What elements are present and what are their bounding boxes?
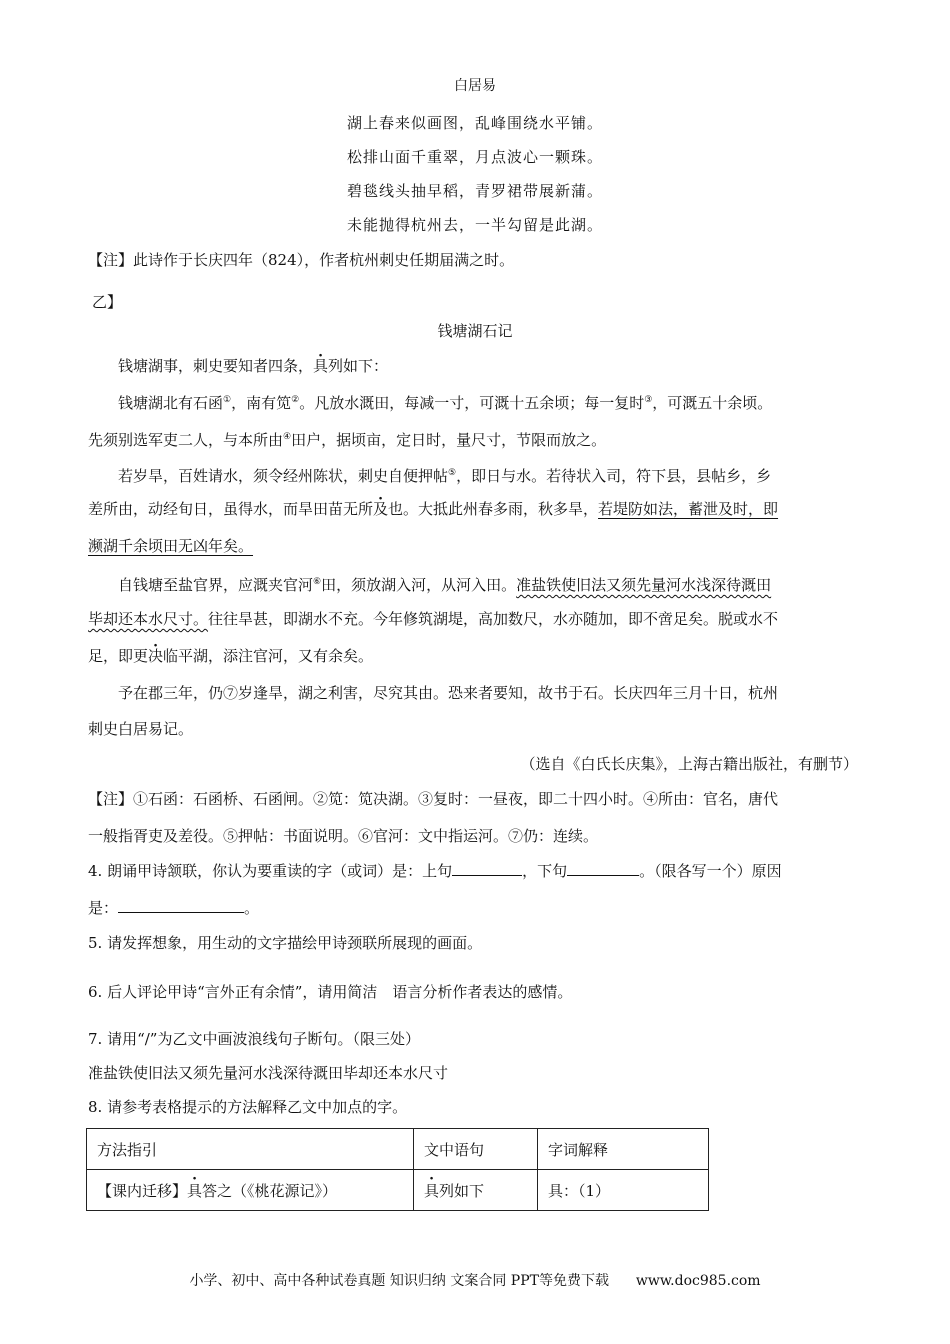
- question-4-line-1: [88, 861, 868, 881]
- table-cell-method: [87, 1170, 414, 1211]
- poem-line-1: 湖上春来似画图，乱峰围绕水平铺。: [346, 114, 603, 132]
- q4-text: 。: [244, 899, 260, 917]
- paragraph-4-line-1: [118, 572, 898, 595]
- footnote-mark: ④: [283, 432, 292, 442]
- p4-text: 田，须放湖入河，从河入田。: [321, 576, 517, 594]
- dotted-char-ji: 及: [373, 500, 389, 518]
- question-6: 6. 后人评论甲诗“言外正有余情”，请用简洁 语言分析作者表达的感情。: [88, 983, 573, 1001]
- table-header-row: [87, 1129, 709, 1170]
- p1-text-a: 钱塘湖事，刺史要知者四条，: [118, 357, 314, 375]
- text-b-marker: 乙】: [92, 293, 123, 311]
- p4-text: 临平湖，添注官河，又有余矣。: [163, 647, 374, 665]
- paragraph-4-line-2: [88, 609, 868, 629]
- p4-text: 自钱塘至盐官界，应溉夹官河: [118, 576, 314, 594]
- underlined-sentence: 若堤防如法，蓄泄及时，即: [598, 500, 779, 518]
- question-7-sentence: 准盐铁使旧法又须先量河水浅深待溉田毕却还本水尺寸: [88, 1064, 449, 1082]
- p2-text: 。凡放水溉田，每减一寸，可溉十五余顷；每一复时: [299, 394, 645, 412]
- footnote-mark: ⑤: [448, 468, 457, 478]
- q4-text: 4. 朗诵甲诗颔联，你认为要重读的字（或词）是：上句: [88, 862, 453, 880]
- poem-line-3: 碧毯线头抽早稻，青罗裙带展新蒲。: [346, 182, 603, 200]
- p2-text: ，可溉五十余顷。: [652, 394, 773, 412]
- underlined-sentence: 濒湖千余顷田无凶年矣。: [88, 537, 254, 555]
- p1-text-b: 列如下：: [328, 357, 389, 375]
- p2-text: 先须别选军吏二人，与本所由: [88, 431, 284, 449]
- page-footer: [0, 1270, 950, 1290]
- poem-author: 白居易: [454, 78, 496, 94]
- paragraph-3-line-2: [88, 499, 868, 519]
- footer-site-link[interactable]: www.doc985.com: [635, 1273, 761, 1289]
- p3-text: 也。大抵此州春多雨，秋多旱，: [388, 500, 599, 518]
- table-cell-sentence: [414, 1170, 538, 1211]
- answer-blank[interactable]: [567, 861, 639, 876]
- q4-text: ，下句: [522, 862, 568, 880]
- q4-text: 。（限各写一个）原因: [639, 862, 782, 880]
- footnote-mark: ①: [223, 395, 232, 405]
- q4-text: 是：: [88, 899, 119, 917]
- table-header-cell: 字词解释: [538, 1129, 709, 1170]
- wavy-sentence: 毕却还本水尺寸。: [88, 610, 209, 628]
- answer-blank[interactable]: [118, 898, 244, 913]
- question-7: 7. 请用“/”为乙文中画波浪线句子断句。（限三处）: [88, 1030, 420, 1048]
- method-table: [86, 1128, 709, 1211]
- answer-blank[interactable]: [452, 861, 522, 876]
- dotted-char-ju: 具: [424, 1181, 440, 1200]
- footnote-mark: ⑥: [313, 577, 322, 587]
- p2-text: ，南有笕: [231, 394, 292, 412]
- table-row: [87, 1170, 709, 1211]
- footnote-mark: ③: [644, 395, 653, 405]
- question-4-line-2: [88, 898, 868, 918]
- dotted-char-ju: 具: [187, 1181, 203, 1200]
- paragraph-1: [118, 356, 898, 376]
- text-b-title: 钱塘湖石记: [437, 322, 513, 340]
- paragraph-5-line-2: 刺史白居易记。: [88, 720, 194, 738]
- p3-text: 若岁旱，百姓请水，须令经州陈状，刺史自便押帖: [118, 467, 449, 485]
- paragraph-4-line-3: [88, 646, 868, 666]
- p2-text: 田户，据顷亩，定日时，量尺寸，节限而放之。: [291, 431, 607, 449]
- p4-text: 足，即更: [88, 647, 149, 665]
- paragraph-2-line-1: [118, 390, 898, 413]
- wavy-sentence: 准盐铁使旧法又须先量河水浅深待溉田: [516, 576, 772, 594]
- footer-text: 小学、初中、高中各种试卷真题 知识归纳 文案合同 PPT等免费下载: [189, 1273, 609, 1289]
- paragraph-3-line-3: [88, 536, 868, 556]
- p3-text: ，即日与水。若待状入司，符下县，县帖乡，乡: [456, 467, 772, 485]
- notes-line-1: 【注】①石函：石函桥、石函闸。②笕：笕决湖。③复时：一昼夜，即二十四小时。④所由：官名，唐代: [88, 790, 779, 808]
- dotted-char-jue: 决: [148, 647, 164, 665]
- cell-text: 答之（《桃花源记》）: [202, 1181, 338, 1200]
- table-cell-explanation[interactable]: 具：（1）: [538, 1170, 709, 1211]
- cell-text: 【课内迁移】: [97, 1181, 188, 1200]
- p4-text: 往往旱甚，即湖水不充。今年修筑湖堤，高加数尺，水亦随加，即不啻足矣。脱或水不: [208, 610, 779, 628]
- source-citation: （选自《白氏长庆集》，上海古籍出版社，有删节）: [520, 755, 858, 773]
- p3-text: 差所由，动经旬日，虽得水，而旱田苗无所: [88, 500, 374, 518]
- dotted-char-ju: 具: [313, 357, 329, 375]
- paragraph-3-line-1: [118, 463, 898, 486]
- paragraph-5-line-1: 予在郡三年，仍⑦岁逢旱，湖之利害，尽究其由。恐来者要知，故书于石。长庆四年三月十日，杭州: [118, 684, 779, 702]
- poem-line-4: 未能抛得杭州去，一半勾留是此湖。: [346, 216, 603, 234]
- notes-line-2: 一般指胥吏及差役。⑤押帖：书面说明。⑥官河：文中指运河。⑦仍：连续。: [88, 827, 599, 845]
- poem-line-2: 松排山面千重翠，月点波心一颗珠。: [346, 148, 603, 166]
- poem-note: 【注】此诗作于长庆四年（824），作者杭州刺史任期届满之时。: [88, 251, 515, 269]
- paragraph-2-line-2: [88, 427, 868, 450]
- question-8: 8. 请参考表格提示的方法解释乙文中加点的字。: [88, 1098, 408, 1116]
- table-header-cell: 方法指引: [87, 1129, 414, 1170]
- cell-text: 列如下: [439, 1181, 485, 1200]
- p2-text: 钱塘湖北有石函: [118, 394, 224, 412]
- question-5: 5. 请发挥想象，用生动的文字描绘甲诗颈联所展现的画面。: [88, 934, 483, 952]
- footnote-mark: ②: [291, 395, 300, 405]
- table-header-cell: 文中语句: [414, 1129, 538, 1170]
